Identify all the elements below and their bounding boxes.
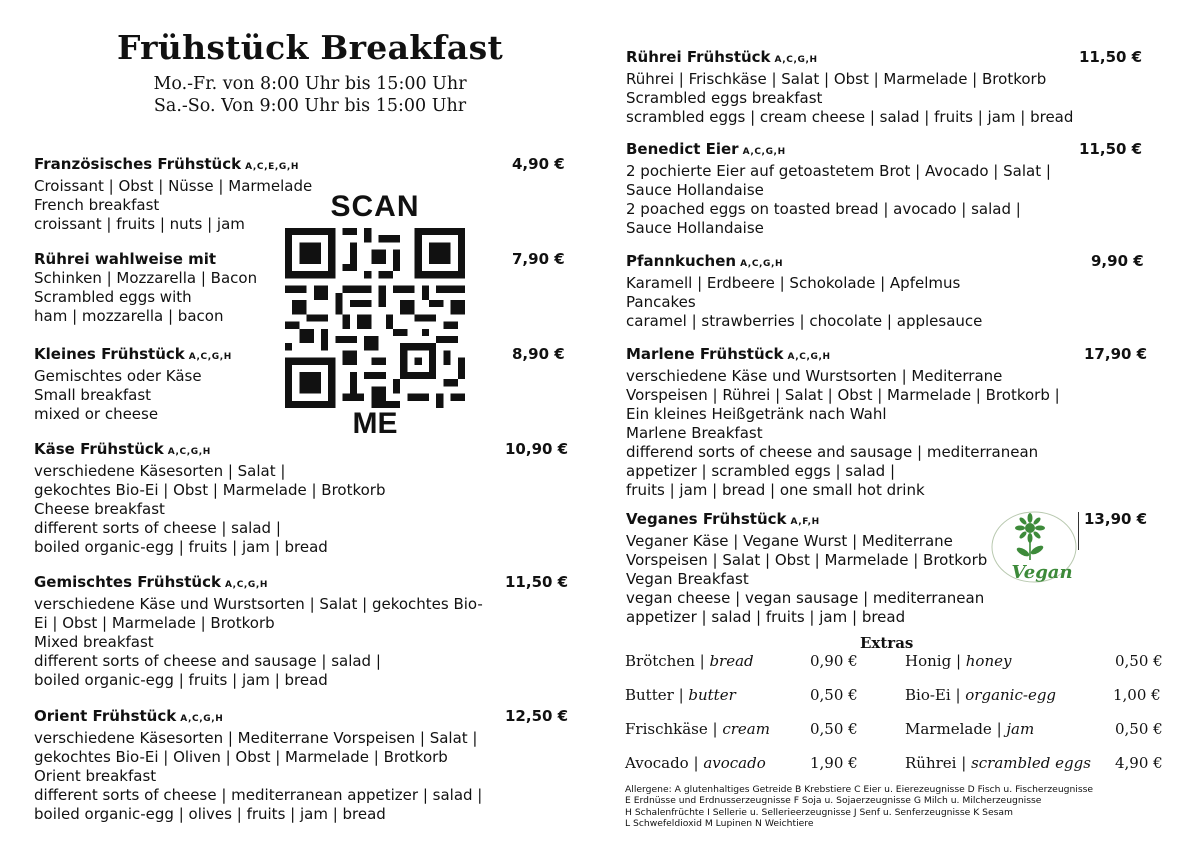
item-allergens: A,C,G,H (224, 580, 269, 590)
item-line: Rührei | Frischkäse | Salat | Obst | Marmelade | Brotkorb (626, 70, 1047, 88)
extra-price: 0,50 € (1115, 720, 1163, 738)
extra-item: Avocado | avocado (625, 754, 766, 772)
extra-price: 1,00 € (1113, 686, 1161, 704)
item-allergens: A,C,G,H (742, 147, 786, 157)
extra-item: Honig | honey (905, 652, 1012, 670)
item-line: Vorspeisen | Salat | Obst | Marmelade | Brotkorb (626, 551, 988, 569)
item-allergens: A,C,G,H (774, 55, 818, 65)
item-line: ham | mozzarella | bacon (34, 307, 224, 325)
extra-price: 0,50 € (1115, 652, 1163, 670)
extra-de: Rührei (905, 754, 957, 772)
extra-item: Marmelade | jam (905, 720, 1035, 738)
menu-item-marlene (626, 345, 1106, 500)
extra-price: 0,50 € (810, 686, 858, 704)
extra-en: butter (688, 686, 736, 704)
item-line: Cheese breakfast (34, 500, 165, 518)
item-line: Orient breakfast (34, 767, 157, 785)
item-line: Ei | Obst | Marmelade | Brotkorb (34, 614, 275, 632)
extra-price: 0,90 € (810, 652, 858, 670)
item-line: Vegan Breakfast (626, 570, 749, 588)
allergen-line: Allergene: A glutenhaltiges Getreide B Krebstiere C Eier u. Eierezeugnisse D Fisch u. Fischerzeugnisse (625, 784, 1094, 795)
extra-de: Honig (905, 652, 952, 670)
hours-weekday: Mo.-Fr. von 8:00 Uhr bis 15:00 Uhr (153, 74, 467, 94)
item-price: 10,90 € (505, 440, 569, 458)
item-line: verschiedene Käse und Wurstsorten | Salat | gekochtes Bio- (34, 595, 483, 613)
allergen-line: L Schwefeldioxid M Lupinen N Weichtiere (625, 817, 814, 829)
extra-en: organic-egg (965, 686, 1057, 704)
qr-me-label: ME (352, 407, 398, 440)
item-line: Small breakfast (34, 386, 152, 404)
allergen-line: H Schalenfrüchte I Sellerie u. Sellerieerzeugnisse J Senf u. Senferzeugnisse K Sesam (625, 806, 1013, 818)
item-line: Sauce Hollandaise (626, 181, 764, 199)
item-name: Gemischtes Frühstück (34, 573, 221, 591)
item-line: Ein kleines Heißgetränk nach Wahl (626, 405, 887, 423)
item-line: Veganer Käse | Vegane Wurst | Mediterrane (626, 532, 953, 550)
extra-en: honey (965, 652, 1012, 670)
extra-en: bread (709, 652, 754, 670)
item-name: Französisches Frühstück (34, 155, 242, 173)
item-line: boiled organic-egg | fruits | jam | bread (34, 671, 328, 689)
item-line: fruits | jam | bread | one small hot drink (626, 481, 925, 499)
item-line: Mixed breakfast (34, 633, 154, 651)
item-price: 12,50 € (505, 707, 569, 725)
extra-item: Frischkäse | cream (625, 720, 770, 738)
item-allergens: A,C,G,H (188, 352, 232, 362)
item-name: Veganes Frühstück (626, 510, 787, 528)
item-line: verschiedene Käsesorten | Salat | (34, 462, 286, 480)
menu-item-pfannkuchen (626, 252, 1106, 331)
item-line: differend sorts of cheese and sausage | mediterranean (626, 443, 1039, 461)
extra-de: Brötchen (625, 652, 695, 670)
item-line: French breakfast (34, 196, 160, 214)
extra-price: 0,50 € (810, 720, 858, 738)
hours-weekend: Sa.-So. Von 9:00 Uhr bis 15:00 Uhr (153, 96, 467, 116)
item-price: 11,50 € (1079, 140, 1143, 158)
extra-item: Butter | butter (625, 686, 736, 704)
item-line: Scrambled eggs with (34, 288, 192, 306)
item-price: 4,90 € (512, 155, 565, 173)
item-allergens: A,C,G,H (180, 714, 224, 724)
item-line: Croissant | Obst | Nüsse | Marmelade (34, 177, 313, 195)
item-line: verschiedene Käse und Wurstsorten | Mediterrane (626, 367, 1003, 385)
item-line: different sorts of cheese | salad | (34, 519, 281, 537)
item-line: gekochtes Bio-Ei | Obst | Marmelade | Brotkorb (34, 481, 386, 499)
item-allergens: A,C,G,H (740, 259, 784, 269)
item-price: 7,90 € (512, 250, 565, 268)
item-name: Kleines Frühstück (34, 345, 185, 363)
item-price: 13,90 € (1084, 510, 1148, 528)
item-line: boiled organic-egg | fruits | jam | bread (34, 538, 328, 556)
extra-en: cream (722, 720, 770, 738)
extra-item: Brötchen | bread (625, 652, 754, 670)
allergen-line: E Erdnüsse und Erdnusserzeugnisse F Soja u. Sojaerzeugnisse G Milch u. Milcherzeugnisse (625, 795, 1042, 807)
item-line: Marlene Breakfast (626, 424, 763, 442)
item-line: Schinken | Mozzarella | Bacon (34, 269, 258, 287)
item-line: scrambled eggs | cream cheese | salad | fruits | jam | bread (626, 108, 1074, 126)
item-allergens: A,F,H (790, 517, 820, 527)
item-line: Gemischtes oder Käse (34, 367, 202, 385)
menu-item-ruehrei-fruehstueck (626, 48, 1106, 127)
item-name: Benedict Eier (626, 140, 739, 158)
extras-title: Extras (860, 634, 914, 652)
extra-en: scrambled eggs (971, 754, 1091, 772)
extra-item: Bio-Ei | organic-egg (905, 686, 1057, 704)
extra-en: avocado (703, 754, 766, 772)
item-line: verschiedene Käsesorten | Mediterrane Vorspeisen | Salat | (34, 729, 478, 747)
item-line: boiled organic-egg | olives | fruits | jam | bread (34, 805, 386, 823)
item-line: Vorspeisen | Rührei | Salat | Obst | Marmelade | Brotkorb | (626, 386, 1060, 404)
item-allergens: A,C,G,H (167, 447, 211, 457)
item-line: Scrambled eggs breakfast (626, 89, 823, 107)
item-price: 8,90 € (512, 345, 565, 363)
item-line: Sauce Hollandaise (626, 219, 764, 237)
item-allergens: A,C,E,G,H (245, 162, 299, 172)
item-name: Käse Frühstück (34, 440, 164, 458)
menu-item-orient (34, 707, 514, 824)
qr-code-block[interactable] (280, 190, 465, 440)
extra-de: Avocado (625, 754, 689, 772)
menu-item-benedict (626, 140, 1106, 238)
extra-item: Rührei | scrambled eggs (905, 754, 1091, 772)
item-line: 2 pochierte Eier auf getoastetem Brot | Avocado | Salat | (626, 162, 1051, 180)
item-line: Karamell | Erdbeere | Schokolade | Apfelmus (626, 274, 961, 292)
extra-price: 4,90 € (1115, 754, 1163, 772)
item-price: 11,50 € (505, 573, 569, 591)
item-line: croissant | fruits | nuts | jam (34, 215, 245, 233)
item-line: different sorts of cheese | mediterranean appetizer | salad | (34, 786, 483, 804)
item-name: Rührei wahlweise mit (34, 250, 217, 268)
menu-item-gemischtes (34, 573, 514, 690)
extra-de: Marmelade (905, 720, 992, 738)
extra-de: Butter (625, 686, 674, 704)
item-line: vegan cheese | vegan sausage | mediterranean (626, 589, 985, 607)
menu-item-kaese (34, 440, 514, 557)
extra-price: 1,90 € (810, 754, 858, 772)
item-name: Rührei Frühstück (626, 48, 771, 66)
item-price: 11,50 € (1079, 48, 1143, 66)
item-line: mixed or cheese (34, 405, 159, 423)
item-name: Pfannkuchen (626, 252, 737, 270)
item-line: appetizer | salad | fruits | jam | bread (626, 608, 906, 626)
item-line: 2 poached eggs on toasted bread | avocado | salad | (626, 200, 1021, 218)
item-name: Orient Frühstück (34, 707, 177, 725)
extra-de: Bio-Ei (905, 686, 951, 704)
extra-de: Frischkäse (625, 720, 708, 738)
qr-code-icon (285, 228, 465, 408)
vegan-logo-text: Vegan (1011, 562, 1073, 583)
allergen-legend (625, 784, 1185, 829)
item-line: Pancakes (626, 293, 696, 311)
item-price: 9,90 € (1091, 252, 1144, 270)
item-line: different sorts of cheese and sausage | salad | (34, 652, 381, 670)
qr-scan-label: SCAN (330, 190, 420, 223)
item-line: appetizer | scrambled eggs | salad | (626, 462, 895, 480)
item-price: 17,90 € (1084, 345, 1148, 363)
extra-en: jam (1006, 720, 1035, 738)
item-line: gekochtes Bio-Ei | Oliven | Obst | Marmelade | Brotkorb (34, 748, 448, 766)
vegan-logo-icon (990, 510, 1080, 585)
page-title: Frühstück Breakfast (116, 28, 504, 67)
item-name: Marlene Frühstück (626, 345, 784, 363)
item-line: caramel | strawberries | chocolate | applesauce (626, 312, 983, 330)
item-allergens: A,C,G,H (787, 352, 831, 362)
